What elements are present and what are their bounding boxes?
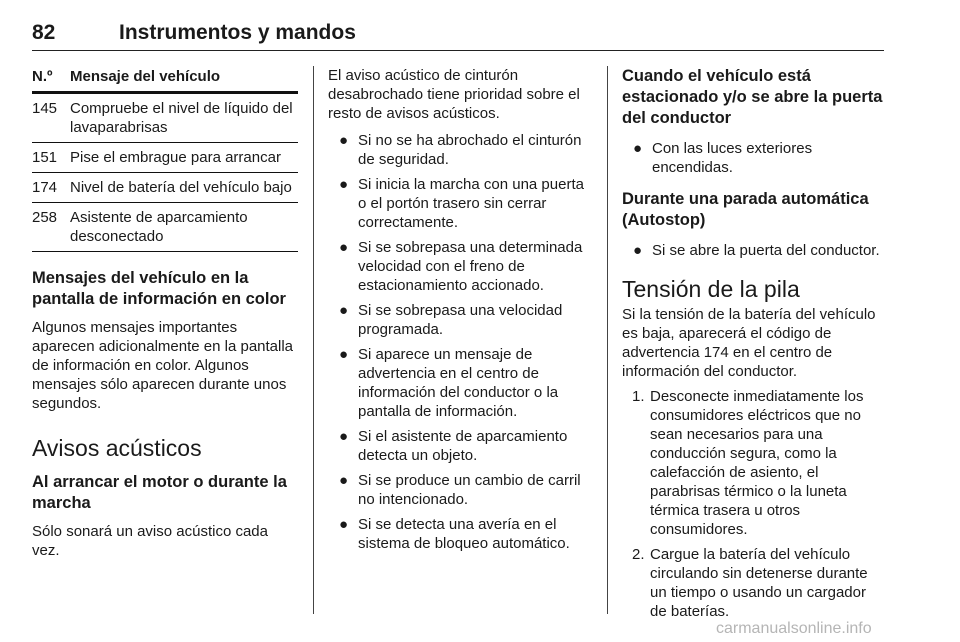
bullet-icon: ● — [339, 176, 349, 193]
list-item: ● Si se sobrepasa una determinada velocidad con el freno de estacionamiento accionado. — [339, 239, 583, 294]
column-divider — [607, 66, 608, 614]
section-heading-parked: Cuando el vehículo está estacionado y/o se abre la puerta del conductor — [622, 67, 883, 127]
message-number: 145 — [32, 93, 70, 143]
subheading-engine-start: Al arrancar el motor o durante la marcha — [32, 473, 287, 512]
list-item: ● Si se produce un cambio de carril no intencionado. — [339, 472, 581, 508]
list-item: ● Con las luces exteriores encendidas. — [633, 140, 813, 176]
table-row — [32, 203, 298, 252]
paragraph-seatbelt-priority: El aviso acústico de cinturón desabrochado tiene prioridad sobre el resto de avisos acústicos. — [328, 67, 580, 122]
table-row — [32, 93, 298, 143]
paragraph-battery-voltage: Si la tensión de la batería del vehículo es baja, aparecerá el código de advertencia 174 en el centro de información del conductor. — [622, 306, 876, 380]
message-text: Asistente de aparcamiento desconectado — [70, 203, 298, 252]
list-item: ● Si no se ha abrochado el cinturón de seguridad. — [339, 132, 582, 168]
list-item: ● Si aparece un mensaje de advertencia en el centro de información del conductor o la pantalla de información. — [339, 346, 559, 420]
section-heading-battery-voltage: Tensión de la pila — [622, 276, 800, 302]
message-number: 258 — [32, 203, 70, 252]
vehicle-message-table — [32, 66, 298, 252]
list-item: 2. Cargue la batería del vehículo circulando sin detenerse durante un tiempo o usando un cargador de baterías. — [632, 546, 868, 620]
paragraph-engine-start: Sólo sonará un aviso acústico cada vez. — [32, 523, 268, 559]
list-item: ● Si el asistente de aparcamiento detecta un objeto. — [339, 428, 568, 464]
bullet-icon: ● — [339, 428, 349, 445]
acoustic-warning-list — [328, 131, 594, 553]
step-number: 1. — [632, 388, 645, 405]
column-divider — [313, 66, 314, 614]
table-row — [32, 143, 298, 173]
bullet-icon: ● — [339, 516, 349, 533]
bullet-icon: ● — [633, 140, 643, 157]
message-text: Compruebe el nivel de líquido del lavaparabrisas — [70, 93, 298, 143]
list-item: ● Si se sobrepasa una velocidad programada. — [339, 302, 563, 338]
page-header — [32, 18, 884, 51]
autostop-list — [622, 241, 886, 260]
section-heading-autostop: Durante una parada automática (Autostop) — [622, 190, 869, 229]
page-title: Instrumentos y mandos — [119, 21, 356, 44]
page-number: 82 — [32, 21, 56, 44]
message-text: Pise el embrague para arrancar — [70, 143, 298, 173]
message-number: 174 — [32, 173, 70, 203]
bullet-icon: ● — [339, 346, 349, 363]
step-number: 2. — [632, 546, 645, 563]
paragraph-color-display: Algunos mensajes importantes aparecen adicionalmente en la pantalla de información en color. Algunos mensajes sólo aparecen durante unos segundos. — [32, 319, 294, 412]
column-header-message: Mensaje del vehículo — [70, 66, 298, 93]
list-item: ● Si se abre la puerta del conductor. — [633, 242, 880, 259]
bullet-icon: ● — [339, 302, 349, 319]
column-1 — [32, 66, 298, 560]
bullet-icon: ● — [339, 132, 349, 149]
column-3 — [622, 66, 886, 627]
battery-steps-list — [622, 387, 886, 621]
list-item: ● Si se detecta una avería en el sistema de bloqueo automático. — [339, 516, 570, 552]
parked-list — [622, 139, 886, 177]
list-item: ● Si inicia la marcha con una puerta o el portón trasero sin cerrar correctamente. — [339, 176, 584, 231]
message-number: 151 — [32, 143, 70, 173]
message-text: Nivel de batería del vehículo bajo — [70, 173, 298, 203]
column-header-number: N.º — [32, 66, 70, 93]
section-heading-color-display: Mensajes del vehículo en la pantalla de información en color — [32, 269, 286, 308]
bullet-icon: ● — [339, 472, 349, 489]
bullet-icon: ● — [339, 239, 349, 256]
table-header-row — [32, 66, 298, 93]
bullet-icon: ● — [633, 242, 643, 259]
table-row — [32, 173, 298, 203]
list-item: 1. Desconecte inmediatamente los consumidores eléctricos que no sean necesarios para una conducción segura, como la calefacción de asiento, el parabrisas térmico o la luneta térmica trasera u otros consumidores. — [632, 388, 864, 538]
watermark-logo: carmanualsonline.info — [716, 620, 872, 637]
section-heading-acoustic-warnings: Avisos acústicos — [32, 435, 202, 461]
column-2 — [328, 66, 594, 559]
